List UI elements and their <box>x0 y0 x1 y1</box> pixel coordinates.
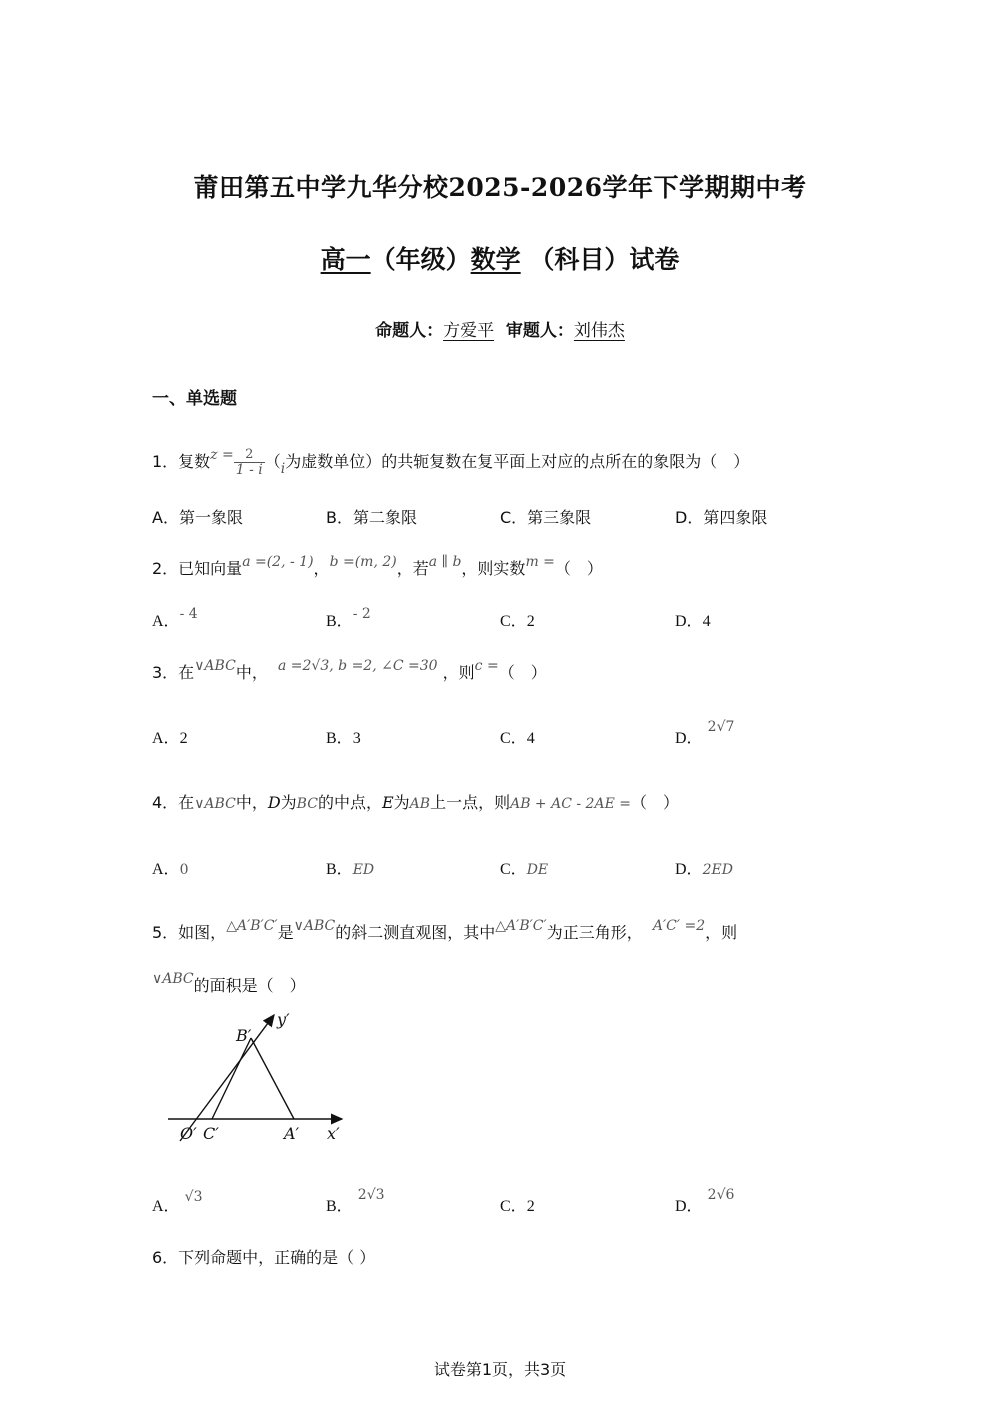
q3-opt-a-label: A． <box>152 730 180 747</box>
q3-option-c[interactable] <box>500 725 535 748</box>
label-b: B′ <box>236 1026 252 1045</box>
q5-triangle-prime-2: △A′B′C′ <box>495 918 547 934</box>
q2-opt-d-value: 4 <box>702 613 711 630</box>
q3-opt-c-label: C． <box>500 730 527 747</box>
q3-option-a[interactable] <box>152 725 188 748</box>
q2-opt-a-value: - 4 <box>179 606 198 622</box>
q5-opt-c-value: 2 <box>526 1198 535 1215</box>
q2-comma: ， <box>313 559 330 578</box>
q4-opt-d-label: D． <box>675 861 703 878</box>
section-heading: 一、单选题 <box>152 389 237 409</box>
q2-opt-b-label: B． <box>326 613 353 630</box>
label-a: A′ <box>284 1124 300 1143</box>
q2-prefix: 2．已知向量 <box>152 559 243 578</box>
q2-option-c[interactable] <box>500 608 535 631</box>
q3-condition: a =2√3, b =2, ∠C =30 <box>278 658 438 674</box>
q4-option-d[interactable] <box>675 856 733 879</box>
q5-triangle: ∨ABC <box>293 918 336 934</box>
q5-opt-b-value: 2√3 <box>357 1187 385 1203</box>
q4-t2: 为 <box>280 793 297 812</box>
q5-t3: 为正三角形， <box>546 923 643 942</box>
q4-D: D <box>267 793 281 812</box>
q3-opt-b-label: B． <box>326 730 353 747</box>
q4-prefix: 4．在 <box>152 793 195 812</box>
author-label: 命题人： <box>375 321 444 341</box>
q4-option-c[interactable] <box>500 856 548 879</box>
y-axis <box>180 1015 274 1141</box>
label-y: y′ <box>277 1010 290 1029</box>
side-c-b <box>212 1038 251 1119</box>
q1-z: z = <box>210 447 234 463</box>
q2-vector-b: b =(m, 2) <box>329 554 397 570</box>
q5-option-a[interactable] <box>152 1189 203 1216</box>
q4-t4: 为 <box>393 793 410 812</box>
q1-option-a[interactable]: A．第一象限 <box>152 508 243 527</box>
q2-opt-d-label: D． <box>675 613 703 630</box>
q4-t5: 上一点，则 <box>430 793 511 812</box>
q5-option-c[interactable] <box>500 1193 535 1216</box>
subject-suffix: （科目）试卷 <box>529 245 680 274</box>
q5-line2-rest: 的面积是（ ） <box>193 976 306 995</box>
q5-option-b[interactable] <box>326 1187 385 1216</box>
q4-opt-d-value: 2ED <box>702 862 733 878</box>
grade-suffix: （年级） <box>370 245 471 274</box>
q5-condition: A′C′ =2 <box>652 918 706 934</box>
q1-prefix: 1．复数 <box>152 452 211 471</box>
exam-title-line2 <box>0 240 1000 276</box>
q3-triangle: ∨ABC <box>194 658 236 674</box>
q2-then: ，则实数 <box>461 559 526 578</box>
page-footer: 试卷第1页，共3页 <box>433 1360 567 1379</box>
q3-option-d[interactable] <box>675 719 735 748</box>
q1-rest: 为虚数单位）的共轭复数在复平面上对应的点所在的象限为（ ） <box>285 452 750 471</box>
q4-opt-c-label: C． <box>500 861 527 878</box>
authors-line <box>0 316 1000 341</box>
q4-t3: 的中点， <box>317 793 382 812</box>
q4-opt-a-value: 0 <box>179 862 189 878</box>
q1-fraction <box>234 447 265 478</box>
q3-then: ，则 <box>442 663 475 682</box>
q5-t2: 的斜二测直观图，其中 <box>335 923 496 942</box>
side-b-a <box>251 1038 294 1119</box>
question-6: 6．下列命题中，正确的是（ ） <box>152 1248 376 1267</box>
q3-opt-d-value: 2√7 <box>707 719 735 735</box>
q2-opt-c-value: 2 <box>526 613 535 630</box>
q4-BC: BC <box>296 796 318 812</box>
q1-option-b[interactable]: B．第二象限 <box>326 508 417 527</box>
q5-prefix: 5．如图， <box>152 923 227 942</box>
q3-opt-d-label: D． <box>675 730 703 747</box>
q4-triangle: ∨ABC <box>194 796 236 812</box>
q4-paren: （ ） <box>630 793 679 812</box>
q1-i: i <box>280 461 286 477</box>
q2-opt-b-value: - 2 <box>352 606 371 622</box>
q4-opt-a-label: A． <box>152 861 180 878</box>
q5-t4: ，则 <box>705 923 738 942</box>
q5-opt-c-label: C． <box>500 1198 527 1215</box>
q3-opt-c-value: 4 <box>526 730 535 747</box>
label-o: O′ <box>180 1124 197 1143</box>
q2-paren: （ ） <box>554 559 603 578</box>
label-x: x′ <box>327 1124 340 1143</box>
q1-frac-num: 2 <box>234 447 265 463</box>
q1-option-c[interactable]: C．第三象限 <box>500 508 592 527</box>
reviewer-name: 刘伟杰 <box>573 321 625 341</box>
exam-title-line1: 莆田第五中学九华分校2025-2026学年下学期期中考 <box>193 173 807 202</box>
q4-option-a[interactable] <box>152 856 188 879</box>
q3-prefix: 3．在 <box>152 663 195 682</box>
q2-vector-a: a =(2, - 1) <box>242 554 314 570</box>
q5-option-d[interactable] <box>675 1187 735 1216</box>
q4-opt-b-label: B． <box>326 861 353 878</box>
q5-triangle-prime: △A′B′C′ <box>226 918 278 934</box>
q2-option-a[interactable] <box>152 608 198 631</box>
question-1 <box>152 447 749 478</box>
q5-opt-a-label: A． <box>152 1198 180 1215</box>
q5-opt-b-label: B． <box>326 1198 353 1215</box>
q4-opt-c-value: DE <box>526 862 549 878</box>
q5-opt-d-label: D． <box>675 1198 703 1215</box>
question-5-line2 <box>152 973 306 996</box>
q3-mid: 中， <box>235 663 268 682</box>
q4-AB: AB <box>409 796 431 812</box>
author-name: 方爱平 <box>443 321 495 341</box>
question-2 <box>152 556 603 579</box>
q3-opt-b-value: 3 <box>352 730 361 747</box>
q5-line2-triangle: ∨ABC <box>152 971 194 987</box>
q5-opt-d-value: 2√6 <box>707 1187 735 1203</box>
q2-m: m = <box>525 554 555 570</box>
q3-option-b[interactable] <box>326 725 361 748</box>
reviewer-label: 审题人： <box>505 321 574 341</box>
label-c: C′ <box>203 1124 219 1143</box>
q4-opt-b-value: ED <box>352 862 375 878</box>
question-5 <box>152 920 737 943</box>
q1-option-d[interactable]: D．第四象限 <box>675 508 768 527</box>
q5-t1: 是 <box>277 923 294 942</box>
question-4 <box>152 790 679 813</box>
grade-value: 高一 <box>320 245 371 274</box>
q2-opt-a-label: A． <box>152 613 180 630</box>
q4-E: E <box>381 793 394 812</box>
q2-option-b[interactable] <box>326 608 371 631</box>
question-3 <box>152 660 547 683</box>
q3-c: c = <box>474 658 499 674</box>
q1-paren: （ <box>264 452 281 471</box>
q2-option-d[interactable] <box>675 608 711 631</box>
q4-t1: 中， <box>235 793 268 812</box>
subject-value: 数学 <box>470 245 521 274</box>
q2-opt-c-label: C． <box>500 613 527 630</box>
q2-parallel: a ∥ b <box>428 554 462 570</box>
q1-frac-den: 1 - i <box>235 462 263 478</box>
q4-option-b[interactable] <box>326 856 374 879</box>
q4-expression: AB + AC - 2AE = <box>510 796 631 812</box>
q5-opt-a-value: √3 <box>184 1189 203 1205</box>
q5-figure <box>160 1005 360 1150</box>
q2-if: ，若 <box>396 559 429 578</box>
q3-paren: （ ） <box>498 663 547 682</box>
q3-opt-a-value: 2 <box>179 730 188 747</box>
